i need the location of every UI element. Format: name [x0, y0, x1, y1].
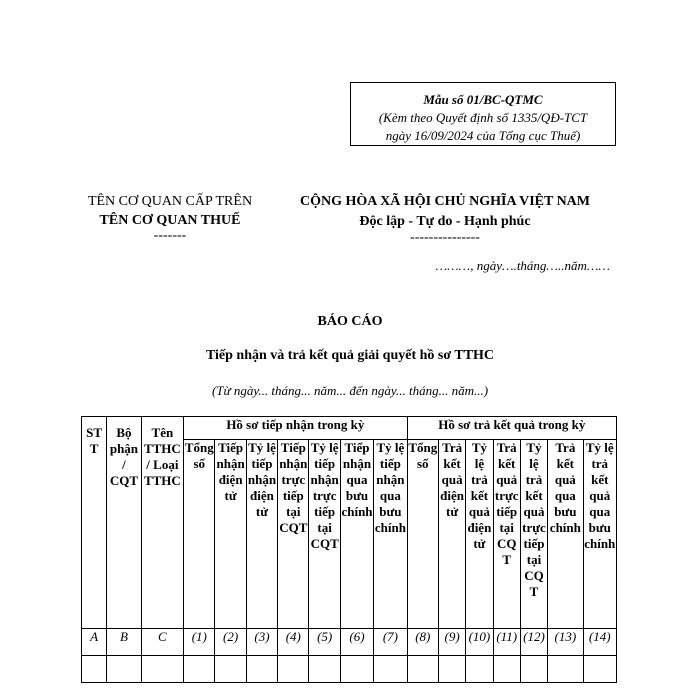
date-line: ………, ngày….tháng…..năm……: [435, 258, 610, 273]
received-col-header: Tỷ lệ tiếp nhận điện tử: [246, 440, 277, 629]
tax-agency-name: TÊN CƠ QUAN THUẾ: [99, 213, 241, 228]
national-title: CỘNG HÒA XÃ HỘI CHỦ NGHĨA VIỆT NAM: [299, 194, 590, 209]
column-code: B: [107, 629, 141, 656]
report-title: BÁO CÁO: [317, 314, 383, 329]
received-col-header: Tỷ lệ tiếp nhận trực tiếp tại CQT: [309, 440, 340, 629]
national-header: [280, 192, 610, 244]
column-code: (1): [184, 629, 215, 656]
returned-col-header: Tỷ lệ trả kết quả trực tiếp tại CQT: [520, 440, 547, 629]
column-code: (12): [520, 629, 547, 656]
column-code: C: [141, 629, 183, 656]
column-code-row: [82, 629, 617, 656]
table-row: [82, 656, 617, 683]
returned-col-header: Tỷ lệ trả kết quả điện tử: [466, 440, 493, 629]
received-col-header: Tiếp nhận điện tử: [215, 440, 246, 629]
received-col-header: Tiếp nhận trực tiếp tại CQT: [278, 440, 309, 629]
received-col-header: Tiếp nhận qua bưu chính: [340, 440, 373, 629]
col-department-header: Bộ phận / CQT: [107, 417, 141, 629]
returned-col-header: Tổng số: [407, 440, 438, 629]
column-code: (13): [548, 629, 583, 656]
national-rule: ---------------: [410, 230, 480, 245]
returned-col-header: Trả kết quả qua bưu chính: [548, 440, 583, 629]
report-table: [81, 416, 617, 683]
column-code: (3): [246, 629, 277, 656]
group-received-header: Hồ sơ tiếp nhận trong kỳ: [184, 417, 408, 440]
column-code: (7): [374, 629, 407, 656]
returned-col-header: Trả kết quả trực tiếp tại CQT: [493, 440, 520, 629]
column-code: (2): [215, 629, 246, 656]
col-stt-header: STT: [82, 417, 107, 629]
column-code: (6): [340, 629, 373, 656]
col-procedure-header: Tên TTHC / Loại TTHC: [141, 417, 183, 629]
column-code: (14): [583, 629, 616, 656]
form-code-box: [350, 82, 616, 146]
column-code: (5): [309, 629, 340, 656]
agency-rule: -------: [153, 228, 187, 243]
group-returned-header: Hồ sơ trả kết quả trong kỳ: [407, 417, 616, 440]
report-period: (Từ ngày... tháng... năm... đến ngày... tháng... năm...): [211, 383, 489, 398]
agency-header: [80, 192, 260, 242]
column-code: (8): [407, 629, 438, 656]
column-code: (4): [278, 629, 309, 656]
received-col-header: Tổng số: [184, 440, 215, 629]
report-subtitle: Tiếp nhận và trả kết quả giải quyết hồ sơ TTHC: [205, 348, 495, 363]
column-code: A: [82, 629, 107, 656]
national-motto: Độc lập - Tự do - Hạnh phúc: [359, 214, 531, 229]
form-note-line2: ngày 16/09/2024 của Tổng cục Thuế): [385, 128, 581, 143]
received-col-header: Tỷ lệ tiếp nhận qua bưu chính: [374, 440, 407, 629]
returned-col-header: Trả kết quả điện tử: [438, 440, 465, 629]
parent-agency-name: TÊN CƠ QUAN CẤP TRÊN: [87, 194, 253, 209]
column-code: (9): [438, 629, 465, 656]
form-code: Mẫu số 01/BC-QTMC: [423, 92, 543, 107]
column-code: (10): [466, 629, 493, 656]
column-code: (11): [493, 629, 520, 656]
returned-col-header: Tỷ lệ trả kết quả qua bưu chính: [583, 440, 616, 629]
form-note-line1: (Kèm theo Quyết định số 1335/QĐ-TCT: [378, 110, 588, 125]
